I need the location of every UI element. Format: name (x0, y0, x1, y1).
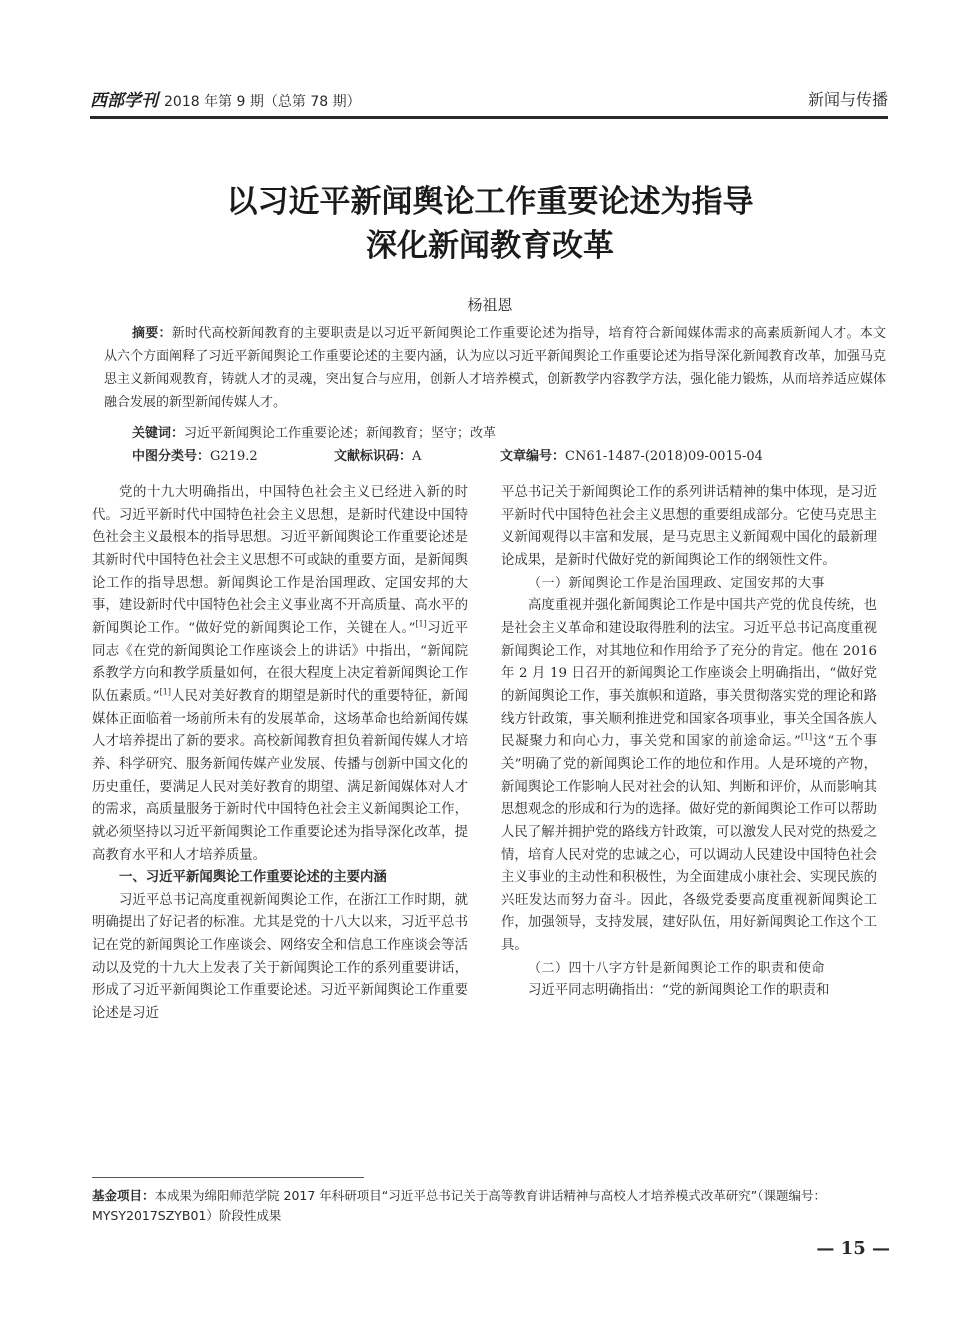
journal-issue: 2018 年第 9 期（总第 78 期） (164, 94, 361, 110)
paragraph: 平总书记关于新闻舆论工作的系列讲话精神的集中体现，是习近平新时代中国特色社会主义思想的重要组成部分。它使马克思主义新闻观得以丰富和发展，是马克思主义新闻观中国化的最新理论成果，是新时代做好党的新闻舆论工作的纲领性文件。 (501, 485, 877, 568)
author-name: 杨祖恩 (467, 296, 513, 314)
title-line-1: 以习近平新闻舆论工作重要论述为指导 (226, 184, 754, 220)
subsection-heading: （一）新闻舆论工作是治国理政、定国安邦的大事 (528, 575, 826, 591)
article-number (500, 445, 763, 468)
clc-value: G219.2 (210, 449, 258, 464)
citation-ref: [1] (415, 619, 427, 629)
section-heading: 一、习近平新闻舆论工作重要论述的主要内涵 (119, 870, 387, 886)
doc-code-label: 文献标识码： (334, 449, 413, 464)
article-no-label: 文章编号： (500, 449, 566, 464)
body-column-right (501, 482, 877, 1003)
header-rule (90, 116, 888, 119)
footnote-rule (92, 1177, 364, 1178)
paragraph: 习近平同志明确指出：“党的新闻舆论工作的职责和 (528, 983, 830, 999)
keywords-label: 关键词： (132, 426, 185, 441)
paragraph: 党的十九大明确指出，中国特色社会主义已经进入新的时代。习近平新时代中国特色社会主义思想，是新时代建设中国特色社会主义最根本的指导思想。习近平新闻舆论工作重要论述是其新时代中国特色社会主义思想不可或缺的重要方面，是新闻舆论工作的指导思想。新闻舆论工作是治国理政、定国安邦的大事，建设新时代中国特色社会主义事业离不开高质量、高水平的新闻舆论工作。“做好党的新闻舆论工作，关键在人。”[1]习近平同志《在党的新闻舆论工作座谈会上的讲话》中指出，“新闻院系教学方向和教学质量如何，在很大程度上决定着新闻舆论工作队伍素质。”[1]人民对美好教育的期望是新时代的重要特征，新闻媒体正面临着一场前所未有的发展革命，这场革命也给新闻传媒人才培养提出了新的要求。高校新闻教育担负着新闻传媒人才培养、科学研究、服务新闻传媒产业发展、传播与创新中国文化的历史重任，要满足人民对美好教育的期望、满足新闻媒体对人才的需求，高质量服务于新时代中国特色社会主义新闻舆论工作，就必须坚持以习近平新闻舆论工作重要论述为指导深化改革，提高教育水平和人才培养质量。 (92, 485, 468, 863)
doc-code-value: A (412, 449, 422, 464)
footnote-label: 基金项目： (92, 1188, 155, 1203)
paragraph: 习近平总书记高度重视新闻舆论工作，在浙江工作时期，就明确提出了好记者的标准。尤其是党的十八大以来，习近平总书记在党的新闻舆论工作座谈会、网络安全和信息工作座谈会等活动以及党的十九大上发表了关于新闻舆论工作的系列重要讲话，形成了习近平新闻舆论工作重要论述。习近平新闻舆论工作重要论述是习近 (92, 892, 468, 1022)
body-column-left (92, 482, 468, 1026)
paragraph: 高度重视并强化新闻舆论工作是中国共产党的优良传统，也是社会主义革命和建设取得胜利的法宝。习近平总书记高度重视新闻舆论工作，对其地位和作用给予了充分的肯定。他在 2016 年 2 月 19 日召开的新闻舆论工作座谈会上明确指出，“做好党的新闻舆论工作，事关旗帜和道路，事关贯彻落实党的理论和路线方针政策，事关顺利推进党和国家各项事业，事关全国各族人民凝聚力和向心力，事关党和国家的前途命运。”[1]这“五个事关”明确了党的新闻舆论工作的地位和作用。人是环境的产物，新闻舆论工作影响人民对社会的认知、判断和评价，从而影响其思想观念的形成和行为的选择。做好党的新闻舆论工作可以帮助人民了解并拥护党的路线方针政策，可以激发人民对党的热爱之情，培育人民对党的忠诚之心，可以调动人民建设中国特色社会主义事业的主动性和积极性，为全面建成小康社会、实现民族的兴旺发达而努力奋斗。因此，各级党委要高度重视新闻舆论工作，加强领导，支持发展，建好队伍，用好新闻舆论工作这个工具。 (501, 598, 877, 954)
article-no-value: CN61-1487-(2018)09-0015-04 (565, 449, 763, 464)
page-number: — 15 — (816, 1238, 890, 1259)
title-line-2: 深化新闻教育改革 (366, 228, 614, 264)
document-code (334, 445, 421, 468)
abstract-label: 摘要： (132, 326, 172, 341)
keywords (132, 422, 872, 445)
abstract (104, 322, 886, 414)
footnote (92, 1186, 892, 1226)
footnote-text: 本成果为绵阳师范学院 2017 年科研项目“习近平总书记关于高等教育讲话精神与高校人才培养模式改革研究”（课题编号：MYSY2017SZYB01）阶段性成果 (92, 1188, 826, 1223)
abstract-text: 新时代高校新闻教育的主要职责是以习近平新闻舆论工作重要论述为指导，培育符合新闻媒体需求的高素质新闻人才。本文从六个方面阐释了习近平新闻舆论工作重要论述的主要内涵，认为应以习近平新闻舆论工作重要论述为指导深化新闻教育改革，加强马克思主义新闻观教育，铸就人才的灵魂，突出复合与应用，创新人才培养模式，创新教学内容教学方法，强化能力锻炼，从而培养适应媒体融合发展的新型新闻传媒人才。 (104, 326, 886, 410)
subsection-heading: （二）四十八字方针是新闻舆论工作的职责和使命 (528, 960, 826, 976)
running-header-journal (90, 86, 361, 110)
journal-name: 西部学刊 (90, 91, 158, 111)
citation-ref: [1] (800, 732, 813, 742)
clc-label: 中图分类号： (132, 449, 211, 464)
section-name: 新闻与传播 (807, 90, 888, 109)
keywords-text: 习近平新闻舆论工作重要论述；新闻教育；坚守；改革 (184, 426, 497, 441)
clc-number (132, 445, 258, 468)
article-title (90, 180, 890, 268)
citation-ref: [1] (159, 687, 171, 697)
